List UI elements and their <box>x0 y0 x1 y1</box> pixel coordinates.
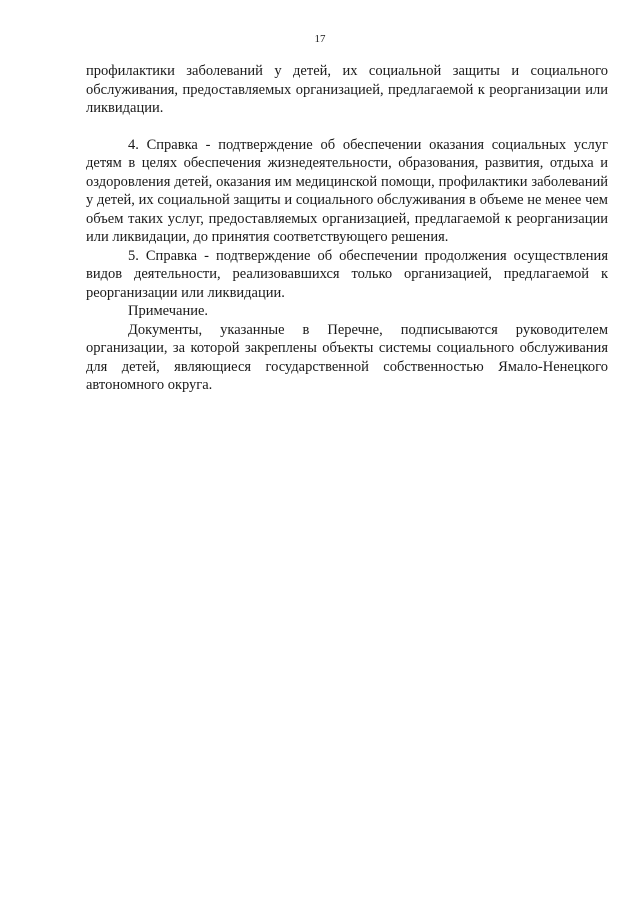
paragraph-item-4: 4. Справка - подтверждение об обеспечении оказания социальных услуг детям в целях обеспечения жизнедеятельности, образования, развития, отдыха и оздоровления детей, оказания им медицинской помощи, профилактики заболеваний у детей, их социальной защиты и социального обслуживания в объеме не менее чем объем таких услуг, предоставляемых организацией, предлагаемой к реорганизации или ликвидации, до принятия соответствующего решения. <box>86 136 608 245</box>
note-heading: Примечание. <box>128 303 209 319</box>
document-body <box>86 62 608 395</box>
paragraph-item-5: 5. Справка - подтверждение об обеспечении продолжения осуществления видов деятельности, реализовавшихся только организацией, предлагаемой к реорганизации или ликвидации. <box>86 247 608 301</box>
page-number: 17 <box>314 33 326 45</box>
paragraph-continuation: профилактики заболеваний у детей, их социальной защиты и социального обслуживания, предоставляемых организацией, предлагаемой к реорганизации или ликвидации. <box>86 63 608 116</box>
note-text: Документы, указанные в Перечне, подписываются руководителем организации, за которой закреплены объекты системы социального обслуживания для детей, являющиеся государственной собственностью Ямало-Ненецкого автономного округа. <box>86 321 608 393</box>
